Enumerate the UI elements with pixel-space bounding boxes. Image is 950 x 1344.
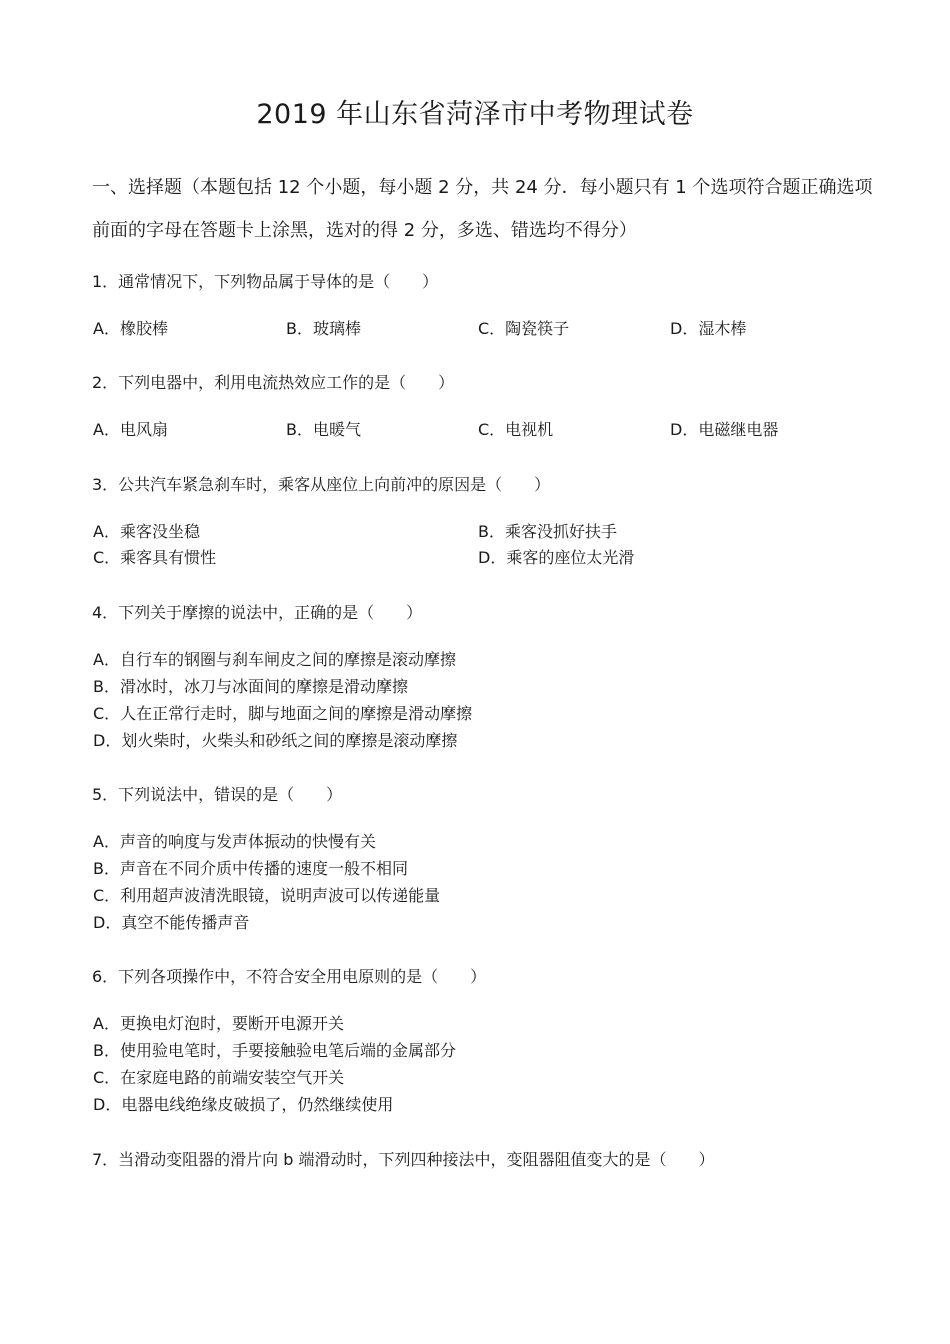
question-6-option-a: A．更换电灯泡时，要断开电源开关 <box>93 1014 344 1033</box>
question-5-stem: 5．下列说法中，错误的是（ ） <box>92 785 343 804</box>
question-4-option-c: C．人在正常行走时，脚与地面之间的摩擦是滑动摩擦 <box>93 704 473 723</box>
question-1-option-d: D．湿木棒 <box>670 319 747 338</box>
question-1-option-b: B．玻璃棒 <box>286 319 361 338</box>
question-2-option-c: C．电视机 <box>478 420 554 439</box>
question-4-option-a: A．自行车的钢圈与刹车闸皮之间的摩擦是滚动摩擦 <box>93 650 456 669</box>
question-6-stem: 6．下列各项操作中，不符合安全用电原则的是（ ） <box>92 967 487 986</box>
question-3-option-b: B．乘客没抓好扶手 <box>478 522 617 541</box>
question-1-option-c: C．陶瓷筷子 <box>478 319 570 338</box>
question-4-stem: 4．下列关于摩擦的说法中，正确的是（ ） <box>92 603 423 622</box>
question-3-option-c: C．乘客具有惯性 <box>93 548 217 567</box>
question-3-stem: 3．公共汽车紧急刹车时，乘客从座位上向前冲的原因是（ ） <box>92 475 551 494</box>
question-2-stem: 2．下列电器中，利用电流热效应工作的是（ ） <box>92 373 455 392</box>
question-5-option-b: B．声音在不同介质中传播的速度一般不相同 <box>93 859 408 878</box>
exam-title: 2019 年山东省菏泽市中考物理试卷 <box>256 99 694 130</box>
question-5-option-d: D．真空不能传播声音 <box>93 913 250 932</box>
question-5-option-c: C．利用超声波清洗眼镜，说明声波可以传递能量 <box>93 886 441 905</box>
question-2-option-d: D．电磁继电器 <box>670 420 779 439</box>
question-7-stem: 7．当滑动变阻器的滑片向 b 端滑动时，下列四种接法中，变阻器阻值变大的是（ ） <box>92 1150 715 1169</box>
question-1-stem: 1．通常情况下，下列物品属于导体的是（ ） <box>92 272 439 291</box>
question-4-option-b: B．滑冰时，冰刀与冰面间的摩擦是滑动摩擦 <box>93 677 408 696</box>
section-heading: 一、选择题（本题包括 12 个小题，每小题 2 分，共 24 分．每小题只有 1 个选项符合题正确选项前面的字母在答题卡上涂黑，选对的得 2 分，多选、错选均不得分） <box>92 177 873 241</box>
question-5-option-a: A．声音的响度与发声体振动的快慢有关 <box>93 832 376 851</box>
question-6-option-c: C．在家庭电路的前端安装空气开关 <box>93 1068 345 1087</box>
question-4-option-d: D．划火柴时，火柴头和砂纸之间的摩擦是滚动摩擦 <box>93 731 458 750</box>
question-3-option-d: D．乘客的座位太光滑 <box>478 548 635 567</box>
question-2-option-a: A．电风扇 <box>93 420 168 439</box>
question-2-option-b: B．电暖气 <box>286 420 361 439</box>
question-3-option-a: A．乘客没坐稳 <box>93 522 200 541</box>
question-1-option-a: A．橡胶棒 <box>93 319 168 338</box>
question-6-option-b: B．使用验电笔时，手要接触验电笔后端的金属部分 <box>93 1041 456 1060</box>
question-6-option-d: D．电器电线绝缘皮破损了，仍然继续使用 <box>93 1095 394 1114</box>
